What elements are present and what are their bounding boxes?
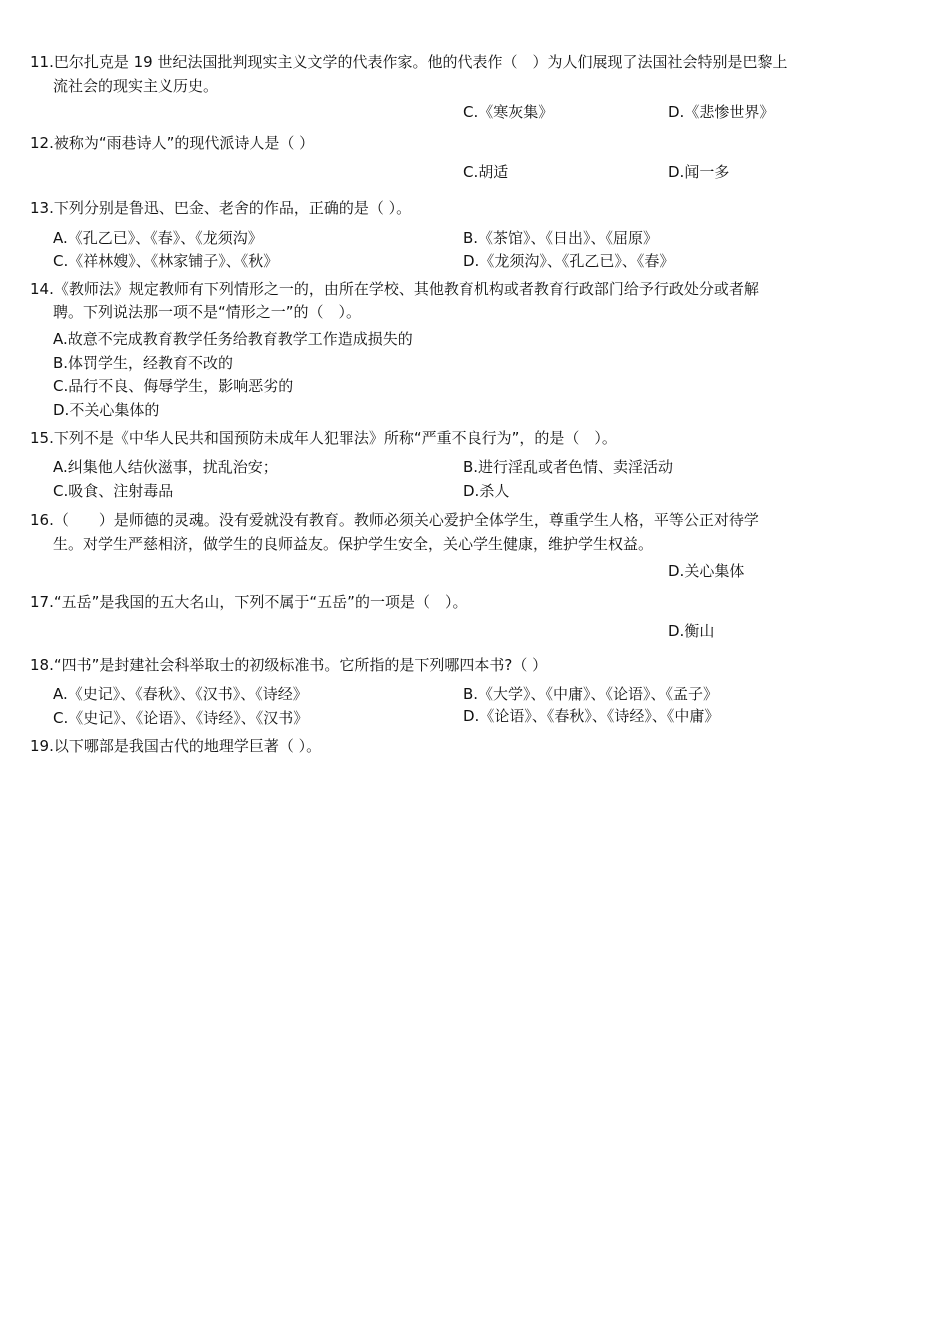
question-14-option-b: B.体罚学生，经教育不改的 — [53, 354, 234, 372]
question-14-option-d: D.不关心集体的 — [53, 401, 160, 419]
question-13-option-c: C.《祥林嫂》、《林家铺子》、《秋》 — [53, 252, 279, 270]
question-13-option-d: D.《龙须沟》、《孔乙已》、《春》 — [463, 252, 675, 270]
question-18-option-a: A.《史记》、《春秋》、《汉书》、《诗经》 — [53, 685, 308, 703]
question-11-stem-cont: 流社会的现实主义历史。 — [53, 77, 219, 95]
question-13-option-b: B.《茶馆》、《日出》、《屈原》 — [463, 229, 659, 247]
question-18-option-d: D.《论语》、《春秋》、《诗经》、《中庸》 — [463, 707, 720, 725]
question-18-option-b: B.《大学》、《中庸》、《论语》、《孟子》 — [463, 685, 719, 703]
question-12-stem: 12.被称为“雨巷诗人”的现代派诗人是（ ） — [30, 134, 315, 152]
question-11-option-c: C.《寒灰集》 — [463, 103, 554, 121]
question-15-option-d: D.杀人 — [463, 482, 510, 500]
question-18-stem: 18.“四书”是封建社会科举取士的初级标准书。它所指的是下列哪四本书?（ ） — [30, 656, 548, 674]
question-17-option-d: D.衡山 — [668, 622, 715, 640]
question-12-option-d: D.闻一多 — [668, 163, 730, 181]
question-14-stem-cont: 聘。下列说法那一项不是“情形之一”的（ ）。 — [53, 303, 362, 321]
question-19-stem: 19.以下哪部是我国古代的地理学巨著（ ）。 — [30, 737, 322, 755]
question-15-stem: 15.下列不是《中华人民共和国预防未成年人犯罪法》所称“严重不良行为”，的是（ ）。 — [30, 429, 617, 447]
question-11-option-d: D.《悲惨世界》 — [668, 103, 775, 121]
question-17-stem: 17.“五岳”是我国的五大名山，下列不属于“五岳”的一项是（ ）。 — [30, 593, 468, 611]
question-12-option-c: C.胡适 — [463, 163, 509, 181]
question-18-option-c: C.《史记》、《论语》、《诗经》、《汉书》 — [53, 709, 309, 727]
question-16-option-d: D.关心集体 — [668, 562, 745, 580]
question-16-stem: 16.（ ）是师德的灵魂。没有爱就没有教育。教师必须关心爱护全体学生，尊重学生人格，平等公正对待学 — [30, 511, 759, 529]
question-13-stem: 13.下列分别是鲁迅、巴金、老舍的作品，正确的是（ ）。 — [30, 199, 412, 217]
question-15-option-c: C.吸食、注射毒品 — [53, 482, 174, 500]
question-15-option-a: A.纠集他人结伙滋事，扰乱治安； — [53, 458, 278, 476]
question-14-option-a: A.故意不完成教育教学任务给教育教学工作造成损失的 — [53, 330, 413, 348]
question-13-option-a: A.《孔乙已》、《春》、《龙须沟》 — [53, 229, 263, 247]
question-16-stem-cont: 生。对学生严慈相济，做学生的良师益友。保护学生安全，关心学生健康，维护学生权益。 — [53, 535, 654, 553]
question-14-option-c: C.品行不良、侮辱学生，影响恶劣的 — [53, 377, 294, 395]
question-14-stem: 14.《教师法》规定教师有下列情形之一的，由所在学校、其他教育机构或者教育行政部门给予行政处分或者解 — [30, 280, 759, 298]
question-11-stem: 11.巴尔扎克是 19 世纪法国批判现实主义文学的代表作家。他的代表作（ ）为人们展现了法国社会特别是巴黎上 — [30, 53, 788, 71]
question-15-option-b: B.进行淫乱或者色情、卖淫活动 — [463, 458, 674, 476]
